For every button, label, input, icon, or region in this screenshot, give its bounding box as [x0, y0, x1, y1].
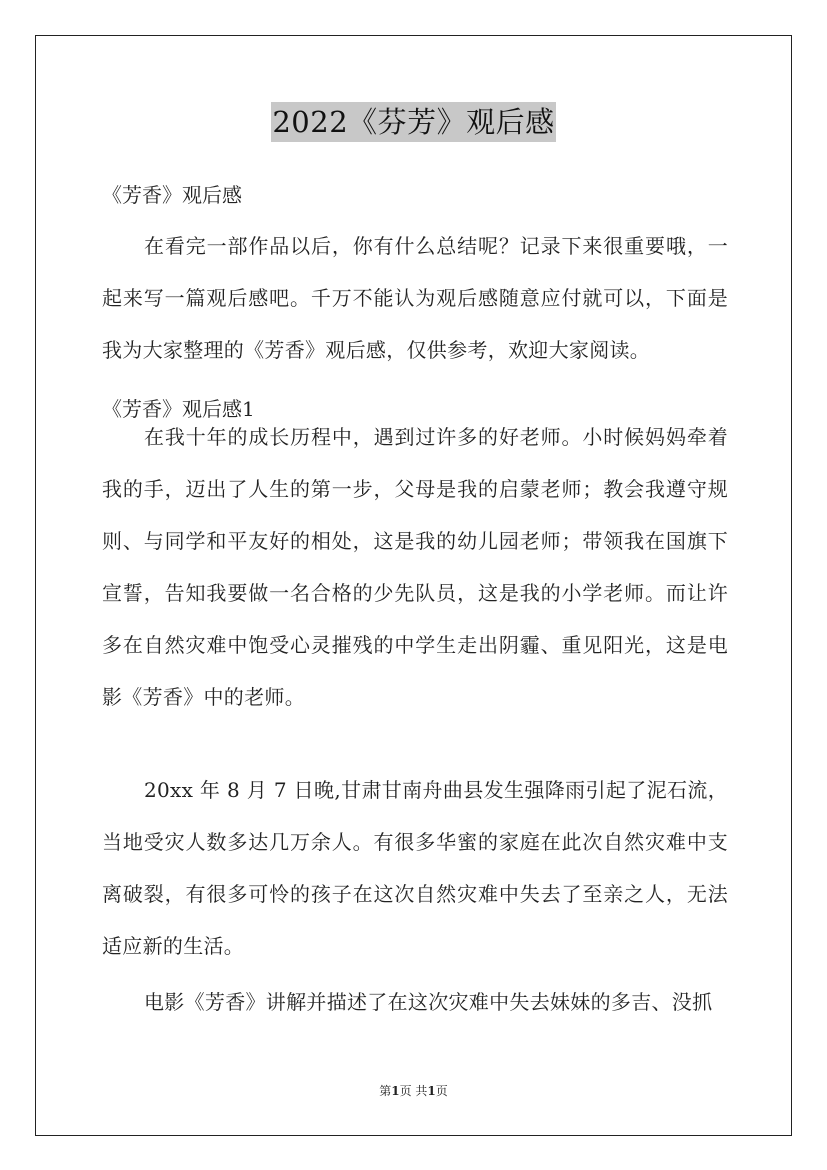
- footer-prefix: 第: [379, 1084, 392, 1098]
- section-heading-part1: 《芳香》观后感1: [102, 397, 255, 421]
- intro-paragraph: 在看完一部作品以后，你有什么总结呢？记录下来很重要哦，一起来写一篇观后感吧。千万不能认为观后感随意应付就可以，下面是我为大家整理的《芳香》观后感，仅供参考，欢迎大家阅读。: [102, 234, 728, 362]
- footer-middle: 页 共: [399, 1084, 428, 1098]
- footer-page-number: 1: [391, 1084, 400, 1098]
- paragraph-1: 在我十年的成长历程中，遇到过许多的好老师。小时候妈妈牵着我的手，迈出了人生的第一步，父母是我的启蒙老师；教会我遵守规则、与同学和平友好的相处，这是我的幼儿园老师；带领我在国旗下宣誓，告知我要做一名合格的少先队员，这是我的小学老师。而让许多在自然灾难中饱受心灵摧残的中学生走出阴霾、重见阳光，这是电影《芳香》中的老师。: [102, 425, 728, 709]
- document-title: 2022《芬芳》观后感: [271, 102, 555, 142]
- paragraph-3: 电影《芳香》讲解并描述了在这次灾难中失去妹妹的多吉、没抓: [144, 990, 713, 1014]
- footer-suffix: 页: [435, 1084, 448, 1098]
- title-container: [0, 102, 827, 142]
- page-footer: [0, 1083, 827, 1099]
- section-heading-intro: 《芳香》观后感: [102, 183, 242, 207]
- footer-page-total: 1: [427, 1084, 436, 1098]
- paragraph-2: 20xx 年 8 月 7 日晚,甘肃甘南舟曲县发生强降雨引起了泥石流，当地受灾人数多达几万余人。有很多华蜜的家庭在此次自然灾难中支离破裂，有很多可怜的孩子在这次自然灾难中失去了至亲之人，无法适应新的生活。: [102, 778, 728, 958]
